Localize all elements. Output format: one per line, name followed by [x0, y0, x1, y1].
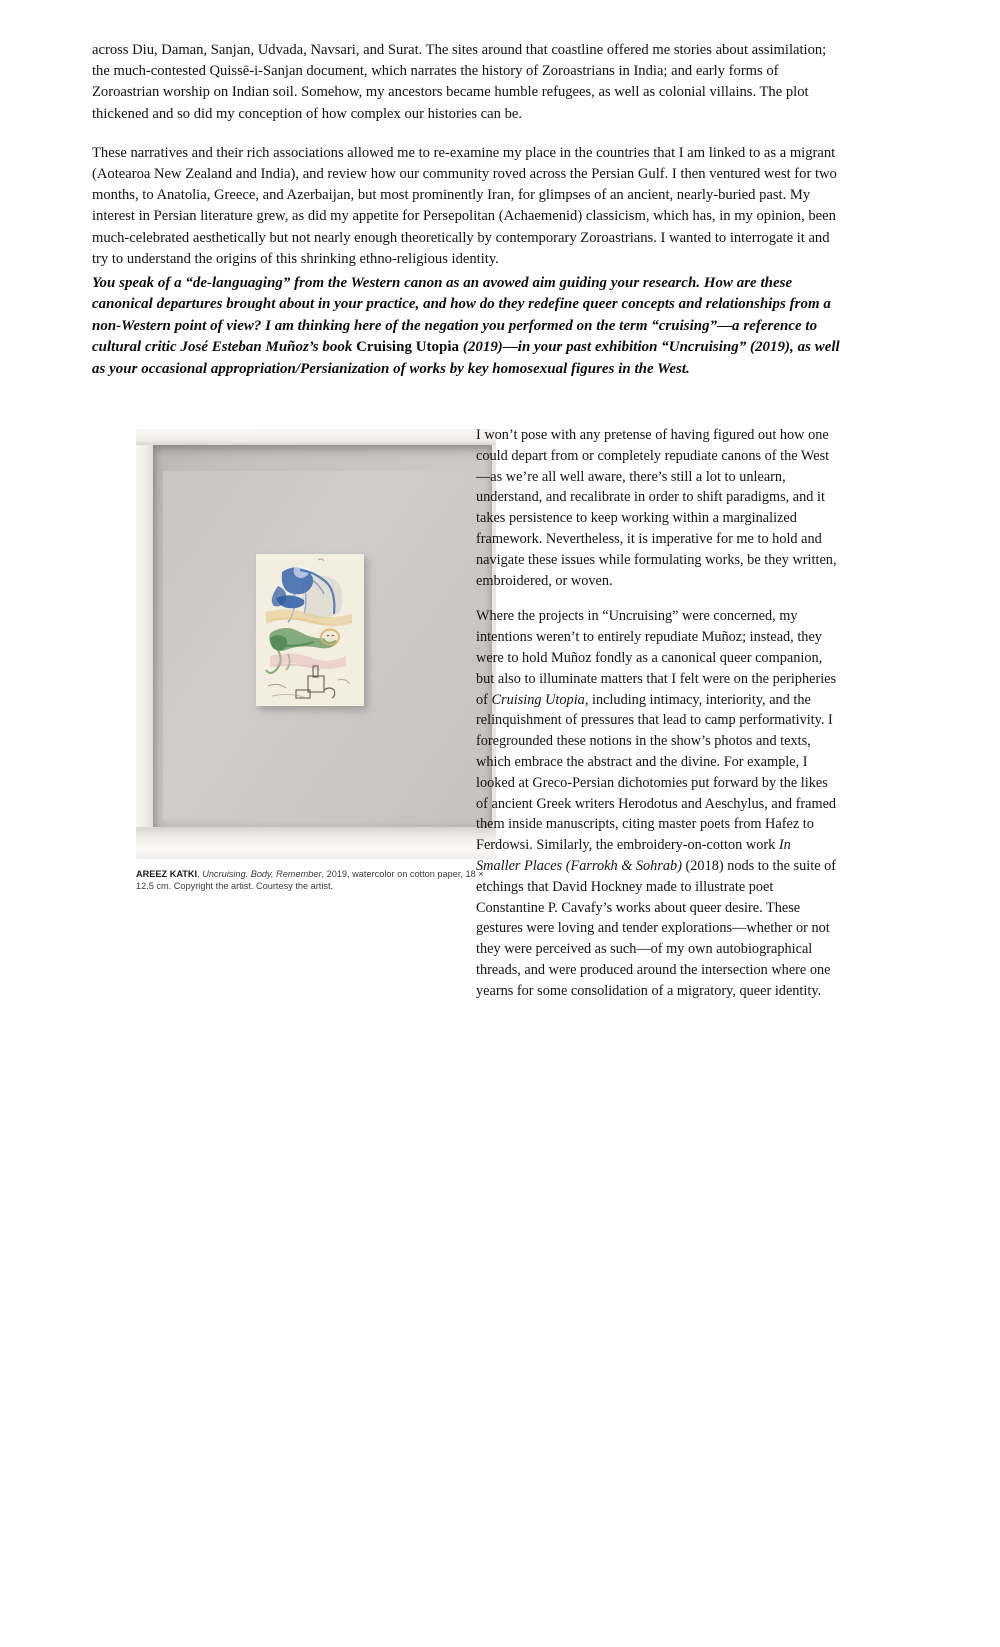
artwork-photo: [136, 429, 496, 859]
body-paragraph: across Diu, Daman, Sanjan, Udvada, Navsari, and Surat. The sites around that coastline offered me stories about assimilation; the much-contested Quissē-i-Sanjan document, which narrates the history of Zoroastrians in India; and early forms of Zoroastrian worship on Indian soil. Somehow, my ancestors became humble refugees, as well as colonial villains. The plot thickened and so did my conception of how complex our histories can be.: [92, 42, 827, 122]
question-text-part-2: (2019)—in your past exhibition “Uncruising” (2019), as well as your occasional appropriation/Persianization of works by key homosexual figures in the West.: [92, 339, 840, 377]
interview-question: [92, 273, 844, 380]
artwork-figure: [136, 429, 496, 892]
caption-work-title: Uncruising. Body, Remember: [202, 869, 322, 879]
question-book-title: Cruising Utopia: [356, 339, 460, 356]
watercolor-illustration: [256, 554, 364, 706]
watercolor-artwork: [256, 554, 364, 706]
article-body-top: [92, 40, 846, 288]
caption-separator: ,: [197, 869, 203, 879]
frame-left-moulding: [136, 429, 153, 859]
italic-title-run: Cruising Utopia: [491, 691, 585, 708]
body-paragraph: These narratives and their rich associations allowed me to re-examine my place in the countries that I am linked to as a migrant (Aotearoa New Zealand and India), and review how our community roved across the Persian Gulf. I then ventured west for two months, to Anatolia, Greece, and Azerbaijan, but most prominently Iran, for glimpses of an ancient, nearly-buried past. My interest in Persian literature grew, as did my appetite for Persepolitan (Achaemenid) classicism, which has, in my opinion, been much-celebrated aesthetically but not nearly enough theoretically by contemporary Zoroastrians. I wanted to interrogate it and try to understand the origins of this shrinking ethno-religious identity.: [92, 144, 837, 267]
artwork-caption: [136, 868, 504, 892]
frame-bottom-moulding: [136, 827, 496, 859]
answer-column: [476, 425, 838, 1002]
question-text-part-1: You speak of a “de-languaging” from the Western canon as an avowed aim guiding your research. How are these canonical departures brought about in your practice, and how do they redefine queer concepts and relationships from a non-Western point of view? I am thinking here of the negation you performed on the term “cruising”—a reference to cultural critic José Esteban Muñoz’s book: [92, 275, 831, 356]
text-run: (2018) nods to the suite of etchings that David Hockney made to illustrate poet Constantine P. Cavafy’s works about queer desire. These gestures were loving and tender explorations—whether or not they were perceived as such—of my own autobiographical threads, and were produced around the intersection where one yearns for some consolidation of a migratory, queer identity.: [476, 857, 837, 999]
text-run: I won’t pose with any pretense of having figured out how one could depart from or completely repudiate canons of the West—as we’re all well aware, there’s still a lot to unlearn, understand, and recalibrate in order to shift paradigms, and it takes persistence to keep working within a marginalized framework. Nevertheless, it is imperative for me to hold and navigate these issues while formulating works, be they written, embroidered, or woven.: [476, 427, 837, 589]
frame-top-moulding: [136, 429, 496, 445]
answer-paragraph: [476, 606, 838, 1001]
italic-title-run: In Smaller Places (Farrokh & Sohrab): [476, 837, 791, 874]
answer-paragraph: [476, 425, 838, 591]
caption-details: , 2019, watercolor on cotton paper, 18 × 12.5 cm. Copyright the artist. Courtesy the artist.: [136, 869, 484, 892]
text-run: Where the projects in “Uncruising” were concerned, my intentions weren’t to entirely repudiate Muñoz; instead, they were to hold Muñoz fondly as a canonical queer companion, but also to illuminate matters that I felt were on the peripheries of: [476, 608, 837, 708]
text-run: , including intimacy, interiority, and the relinquishment of pressures that lead to camp performativity. I foregrounded these notions in the show’s photos and texts, which embrace the abstract and the divine. For example, I looked at Greco-Persian dichotomies put forward by the likes of ancient Greek writers Herodotus and Aeschylus, and framed them inside manuscripts, citing master poets from Hafez to Ferdowsi. Similarly, the embroidery-on-cotton work: [476, 691, 837, 854]
caption-artist-name: AREEZ KATKI: [136, 869, 198, 879]
